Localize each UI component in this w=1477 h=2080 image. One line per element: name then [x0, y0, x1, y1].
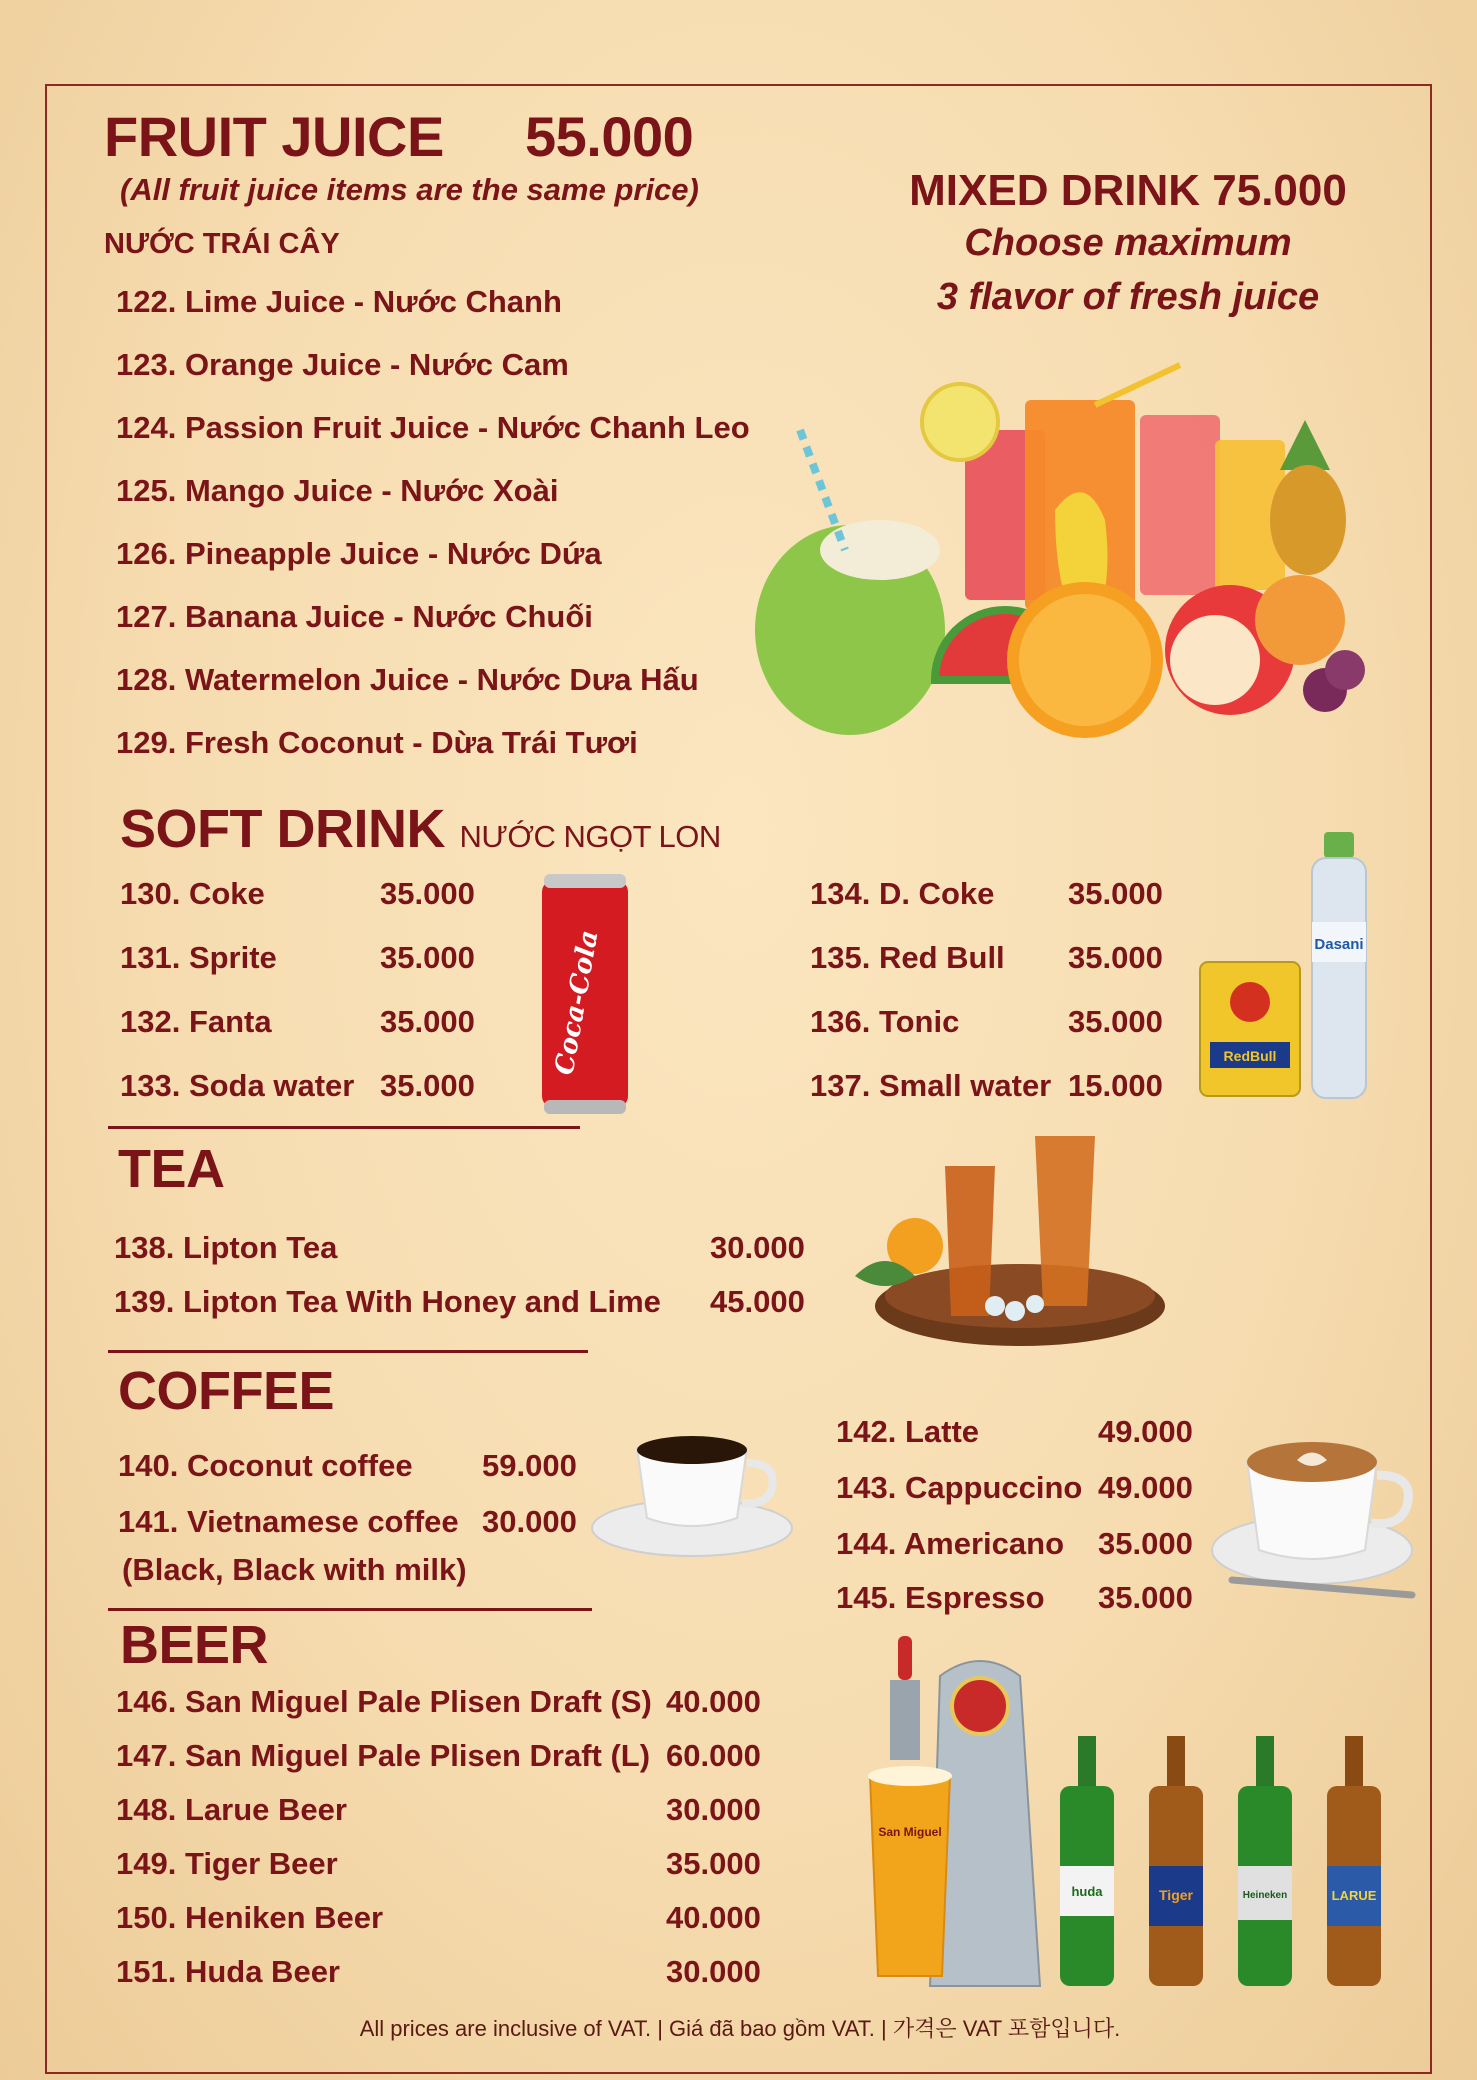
svg-text:Tiger: Tiger [1159, 1887, 1193, 1903]
coffee-note: (Black, Black with milk) [122, 1552, 467, 1587]
fruit-juice-item: 123. Orange Juice - Nước Cam [116, 347, 569, 382]
coffee-title: COFFEE [118, 1361, 335, 1421]
beer-item-price: 40.000 [666, 1684, 761, 1719]
coffee-item-price: 49.000 [1098, 1470, 1193, 1505]
soft-drink-heading: SOFT DRINK [120, 799, 445, 859]
heineken-bottle [1238, 1736, 1292, 1986]
coffee-item-price: 30.000 [482, 1504, 577, 1539]
vat-footer-note: All prices are inclusive of VAT. | Giá đã bao gồm VAT. | 가격은 VAT 포함입니다. [359, 2016, 1121, 2041]
fruit-juice-title: FRUIT JUICE [104, 105, 444, 168]
coffee-item-name: 145. Espresso [836, 1580, 1045, 1615]
fruit-juice-item: 124. Passion Fruit Juice - Nước Chanh Leo [116, 410, 750, 445]
soft-drink-title [120, 798, 721, 860]
fruit-juice-item: 127. Banana Juice - Nước Chuối [116, 599, 593, 634]
soft-drink-item-price: 35.000 [1068, 940, 1163, 975]
fruit-juice-item: 126. Pineapple Juice - Nước Dứa [116, 536, 602, 571]
coke-can-image [540, 874, 630, 1114]
tea-item-name: 138. Lipton Tea [114, 1230, 338, 1265]
svg-text:Heineken: Heineken [1242, 1890, 1288, 1901]
tea-item-price: 30.000 [710, 1230, 805, 1265]
svg-text:LARUE: LARUE [1331, 1888, 1377, 1903]
soft-drink-item-name: 134. D. Coke [810, 876, 995, 911]
fruit-juice-item: 128. Watermelon Juice - Nước Dưa Hấu [116, 662, 699, 697]
coffee-item-name: 142. Latte [836, 1414, 980, 1449]
fruit-juice-note: (All fruit juice items are the same price) [120, 172, 699, 207]
beer-glass-label: San Miguel [878, 1825, 942, 1839]
soft-drink-item-name: 136. Tonic [810, 1004, 960, 1039]
tea-item-price: 45.000 [710, 1284, 805, 1319]
tea-divider [108, 1350, 588, 1353]
beer-item-name: 149. Tiger Beer [116, 1846, 338, 1881]
soft-drink-item-name: 133. Soda water [120, 1068, 355, 1103]
fruit-juice-item: 125. Mango Juice - Nước Xoài [116, 473, 559, 508]
beer-item-price: 30.000 [666, 1954, 761, 1989]
svg-text:huda: huda [1071, 1884, 1103, 1899]
soft-drink-subtitle: NƯỚC NGỌT LON [459, 819, 721, 854]
black-coffee-cup-image [592, 1428, 792, 1558]
coffee-item-price: 35.000 [1098, 1580, 1193, 1615]
fruit-juice-illustration [760, 360, 1380, 760]
redbull-can-label: RedBull [1223, 1048, 1277, 1064]
mixed-drink-title: MIXED DRINK 75.000 [909, 166, 1347, 215]
coke-can-label: Coca-Cola [549, 927, 605, 1078]
soft-drink-item-price: 35.000 [1068, 1004, 1163, 1039]
beer-item-price: 35.000 [666, 1846, 761, 1881]
water-bottle-label: Dasani [1314, 936, 1364, 953]
fruit-juice-subtitle: NƯỚC TRÁI CÂY [104, 228, 340, 260]
iced-tea-image [845, 1126, 1165, 1356]
mixed-drink-line2: 3 flavor of fresh juice [936, 276, 1320, 318]
soft-drink-item-price: 15.000 [1068, 1068, 1163, 1103]
beer-item-name: 151. Huda Beer [116, 1954, 340, 1989]
soft-drink-item-name: 135. Red Bull [810, 940, 1005, 975]
tiger-bottle [1149, 1736, 1203, 1986]
latte-cup-image [1212, 1430, 1437, 1610]
tea-title: TEA [118, 1139, 225, 1199]
coffee-item-name: 141. Vietnamese coffee [118, 1504, 459, 1539]
beer-item-price: 40.000 [666, 1900, 761, 1935]
fruit-juice-item: 122. Lime Juice - Nước Chanh [116, 284, 562, 319]
beer-item-name: 148. Larue Beer [116, 1792, 347, 1827]
beer-item-price: 30.000 [666, 1792, 761, 1827]
coffee-item-name: 144. Americano [836, 1526, 1065, 1561]
redbull-and-water-image [1200, 832, 1400, 1102]
soft-drink-item-price: 35.000 [380, 940, 475, 975]
coffee-item-price: 49.000 [1098, 1414, 1193, 1449]
coffee-item-price: 59.000 [482, 1448, 577, 1483]
beer-item-price: 60.000 [666, 1738, 761, 1773]
beer-item-name: 147. San Miguel Pale Plisen Draft (L) [116, 1738, 651, 1773]
huda-bottle [1060, 1736, 1114, 1986]
soft-drink-item-name: 130. Coke [120, 876, 265, 911]
soft-drink-item-price: 35.000 [380, 1068, 475, 1103]
soft-drink-item-price: 35.000 [380, 876, 475, 911]
beer-item-name: 150. Heniken Beer [116, 1900, 384, 1935]
fruit-juice-price: 55.000 [525, 105, 694, 168]
soft-drink-item-name: 132. Fanta [120, 1004, 272, 1039]
soft-drink-item-name: 131. Sprite [120, 940, 277, 975]
soft-drink-divider [108, 1126, 580, 1129]
beer-item-name: 146. San Miguel Pale Plisen Draft (S) [116, 1684, 652, 1719]
coffee-divider [108, 1608, 592, 1611]
mixed-drink-line1: Choose maximum [964, 222, 1292, 264]
coffee-item-name: 143. Cappuccino [836, 1470, 1083, 1505]
soft-drink-item-name: 137. Small water [810, 1068, 1052, 1103]
coffee-item-name: 140. Coconut coffee [118, 1448, 413, 1483]
fruit-juice-item: 129. Fresh Coconut - Dừa Trái Tươi [116, 725, 638, 760]
coffee-item-price: 35.000 [1098, 1526, 1193, 1561]
larue-bottle [1327, 1736, 1381, 1986]
soft-drink-item-price: 35.000 [380, 1004, 475, 1039]
beer-tap-and-bottles-image [860, 1636, 1405, 1996]
beer-title: BEER [120, 1615, 269, 1675]
tea-item-name: 139. Lipton Tea With Honey and Lime [114, 1284, 661, 1319]
soft-drink-item-price: 35.000 [1068, 876, 1163, 911]
